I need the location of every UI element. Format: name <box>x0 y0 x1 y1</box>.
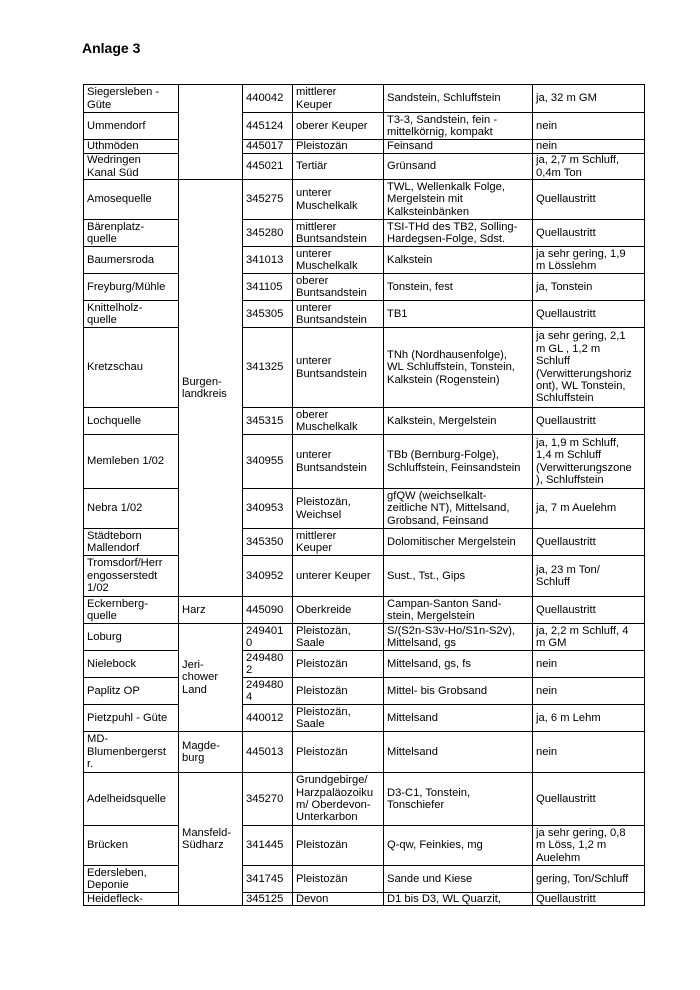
cell-stratigraphy: Pleistozän, Saale <box>293 624 384 651</box>
table-row <box>84 85 645 113</box>
table-row <box>84 529 645 556</box>
table-row <box>84 826 645 866</box>
cell-cover: nein <box>533 113 645 140</box>
table-row <box>84 705 645 732</box>
cell-number: 445124 <box>243 113 293 140</box>
cell-number: 445017 <box>243 140 293 154</box>
cell-stratigraphy: Pleistozän <box>293 732 384 773</box>
cell-cover: ja, 32 m GM <box>533 85 645 113</box>
cell-stratigraphy: mittlerer Buntsandstein <box>293 220 384 247</box>
cell-number: 345305 <box>243 301 293 328</box>
cell-number: 345275 <box>243 180 293 220</box>
cell-location: Adelheidsquelle <box>84 773 179 826</box>
cell-stratigraphy: Pleistozän <box>293 140 384 154</box>
cell-stratigraphy: oberer Keuper <box>293 113 384 140</box>
cell-number: 341445 <box>243 826 293 866</box>
cell-number: 440012 <box>243 705 293 732</box>
cell-district: Harz <box>179 597 243 624</box>
cell-stratigraphy: Pleistozän <box>293 826 384 866</box>
cell-stratigraphy: oberer Buntsandstein <box>293 274 384 301</box>
cell-number: 445021 <box>243 154 293 180</box>
cell-location: Städteborn Mallendorf <box>84 529 179 556</box>
cell-location: Baumersroda <box>84 247 179 274</box>
cell-number: 341745 <box>243 866 293 893</box>
cell-number: 345270 <box>243 773 293 826</box>
table-row <box>84 678 645 705</box>
cell-lithology: Mittelsand, gs, fs <box>384 651 533 678</box>
cell-cover: gering, Ton/Schluff <box>533 866 645 893</box>
cell-lithology: Mittelsand <box>384 705 533 732</box>
cell-cover: ja, 2,2 m Schluff, 4 m GM <box>533 624 645 651</box>
table-row <box>84 893 645 906</box>
cell-stratigraphy: unterer Buntsandstein <box>293 301 384 328</box>
cell-cover: ja, 2,7 m Schluff, 0,4m Ton <box>533 154 645 180</box>
cell-stratigraphy: unterer Buntsandstein <box>293 328 384 408</box>
cell-stratigraphy: Pleistozän, Saale <box>293 705 384 732</box>
cell-lithology: S/(S2n-S3v-Ho/S1n-S2v), Mittelsand, gs <box>384 624 533 651</box>
cell-stratigraphy: oberer Muschelkalk <box>293 408 384 435</box>
cell-number: 440042 <box>243 85 293 113</box>
cell-number: 345125 <box>243 893 293 906</box>
cell-number: 345280 <box>243 220 293 247</box>
table-row <box>84 773 645 826</box>
cell-location: Tromsdorf/Herr engosserstedt 1/02 <box>84 556 179 597</box>
table-row <box>84 556 645 597</box>
cell-lithology: Grünsand <box>384 154 533 180</box>
table-row <box>84 180 645 220</box>
cell-cover: ja, Tonstein <box>533 274 645 301</box>
cell-location: Loburg <box>84 624 179 651</box>
cell-cover: ja, 6 m Lehm <box>533 705 645 732</box>
cell-number: 345350 <box>243 529 293 556</box>
table-row <box>84 140 645 154</box>
cell-location: Siegersleben - Güte <box>84 85 179 113</box>
cell-lithology: Sust., Tst., Gips <box>384 556 533 597</box>
table-row <box>84 301 645 328</box>
data-table <box>83 84 645 906</box>
cell-stratigraphy: unterer Muschelkalk <box>293 247 384 274</box>
cell-location: Amosequelle <box>84 180 179 220</box>
cell-location: Eckernberg- quelle <box>84 597 179 624</box>
cell-lithology: Sande und Kiese <box>384 866 533 893</box>
cell-cover: ja, 23 m Ton/ Schluff <box>533 556 645 597</box>
cell-number: 340955 <box>243 435 293 489</box>
cell-lithology: Dolomitischer Mergelstein <box>384 529 533 556</box>
cell-location: Pietzpuhl - Güte <box>84 705 179 732</box>
table-body <box>84 85 645 906</box>
table-row <box>84 220 645 247</box>
cell-lithology: Campan-Santon Sand- stein, Mergelstein <box>384 597 533 624</box>
cell-location: Bärenplatz- quelle <box>84 220 179 247</box>
cell-cover: ja sehr gering, 0,8 m Löss, 1,2 m Auelehm <box>533 826 645 866</box>
cell-stratigraphy: Pleistozän <box>293 651 384 678</box>
cell-cover: ja sehr gering, 2,1 m GL , 1,2 m Schluff (Verwitterungshoriz ont), WL Tonstein, Schluffstein <box>533 328 645 408</box>
table-row <box>84 328 645 408</box>
cell-stratigraphy: mittlerer Keuper <box>293 85 384 113</box>
cell-location: Nielebock <box>84 651 179 678</box>
cell-lithology: TSI-THd des TB2, Solling- Hardegsen-Folge, Sdst. <box>384 220 533 247</box>
cell-location: Lochquelle <box>84 408 179 435</box>
cell-lithology: TB1 <box>384 301 533 328</box>
cell-cover: ja, 1,9 m Schluff, 1,4 m Schluff (Verwitterungszone ), Schluffstein <box>533 435 645 489</box>
table-row <box>84 154 645 180</box>
cell-number: 445013 <box>243 732 293 773</box>
cell-cover: nein <box>533 140 645 154</box>
cell-lithology: Sandstein, Schluffstein <box>384 85 533 113</box>
cell-stratigraphy: Devon <box>293 893 384 906</box>
cell-district: Mansfeld- Südharz <box>179 773 243 906</box>
cell-cover: Quellaustritt <box>533 893 645 906</box>
cell-lithology: gfQW (weichselkalt- zeitliche NT), Mittelsand, Grobsand, Feinsand <box>384 489 533 529</box>
cell-location: Edersleben, Deponie <box>84 866 179 893</box>
cell-district: Burgen- landkreis <box>179 180 243 597</box>
table-row <box>84 435 645 489</box>
cell-lithology: Kalkstein <box>384 247 533 274</box>
cell-stratigraphy: unterer Buntsandstein <box>293 435 384 489</box>
cell-cover: ja, 7 m Auelehm <box>533 489 645 529</box>
cell-number: 249480 2 <box>243 651 293 678</box>
cell-number: 445090 <box>243 597 293 624</box>
table-row <box>84 732 645 773</box>
cell-location: MD- Blumenbergerst r. <box>84 732 179 773</box>
cell-lithology: TBb (Bernburg-Folge), Schluffstein, Feinsandstein <box>384 435 533 489</box>
cell-stratigraphy: unterer Muschelkalk <box>293 180 384 220</box>
cell-cover: Quellaustritt <box>533 220 645 247</box>
cell-lithology: Tonstein, fest <box>384 274 533 301</box>
cell-number: 341105 <box>243 274 293 301</box>
cell-stratigraphy: Pleistozän <box>293 866 384 893</box>
cell-location: Paplitz OP <box>84 678 179 705</box>
cell-number: 340953 <box>243 489 293 529</box>
cell-cover: Quellaustritt <box>533 301 645 328</box>
cell-lithology: Mittel- bis Grobsand <box>384 678 533 705</box>
cell-lithology: Q-qw, Feinkies, mg <box>384 826 533 866</box>
cell-lithology: Feinsand <box>384 140 533 154</box>
table-row <box>84 247 645 274</box>
cell-number: 249401 0 <box>243 624 293 651</box>
cell-lithology: D1 bis D3, WL Quarzit, <box>384 893 533 906</box>
cell-lithology: T3-3, Sandstein, fein - mittelkörnig, kompakt <box>384 113 533 140</box>
cell-stratigraphy: Pleistozän, Weichsel <box>293 489 384 529</box>
cell-location: Memleben 1/02 <box>84 435 179 489</box>
cell-cover: Quellaustritt <box>533 408 645 435</box>
cell-location: Freyburg/Mühle <box>84 274 179 301</box>
page-title: Anlage 3 <box>82 40 141 56</box>
cell-location: Nebra 1/02 <box>84 489 179 529</box>
cell-cover: Quellaustritt <box>533 180 645 220</box>
cell-district <box>179 85 243 180</box>
table-row <box>84 274 645 301</box>
cell-lithology: D3-C1, Tonstein, Tonschiefer <box>384 773 533 826</box>
cell-location: Knittelholz- quelle <box>84 301 179 328</box>
cell-stratigraphy: unterer Keuper <box>293 556 384 597</box>
table-row <box>84 489 645 529</box>
cell-stratigraphy: Tertiär <box>293 154 384 180</box>
table-row <box>84 866 645 893</box>
table-row <box>84 408 645 435</box>
table-row <box>84 113 645 140</box>
cell-cover: nein <box>533 678 645 705</box>
cell-stratigraphy: mittlerer Keuper <box>293 529 384 556</box>
cell-location: Heidefleck- <box>84 893 179 906</box>
cell-cover: Quellaustritt <box>533 597 645 624</box>
cell-number: 345315 <box>243 408 293 435</box>
cell-stratigraphy: Pleistozän <box>293 678 384 705</box>
cell-number: 341013 <box>243 247 293 274</box>
cell-district: Jeri- chower Land <box>179 624 243 732</box>
cell-stratigraphy: Oberkreide <box>293 597 384 624</box>
cell-cover: Quellaustritt <box>533 773 645 826</box>
cell-location: Wedringen Kanal Süd <box>84 154 179 180</box>
cell-location: Brücken <box>84 826 179 866</box>
table-row <box>84 624 645 651</box>
cell-lithology: Mittelsand <box>384 732 533 773</box>
cell-location: Kretzschau <box>84 328 179 408</box>
cell-cover: Quellaustritt <box>533 529 645 556</box>
cell-number: 340952 <box>243 556 293 597</box>
cell-number: 341325 <box>243 328 293 408</box>
cell-cover: nein <box>533 651 645 678</box>
cell-lithology: TNh (Nordhausenfolge), WL Schluffstein, Tonstein, Kalkstein (Rogenstein) <box>384 328 533 408</box>
cell-stratigraphy: Grundgebirge/ Harzpaläozoiku m/ Oberdevon- Unterkarbon <box>293 773 384 826</box>
cell-lithology: Kalkstein, Mergelstein <box>384 408 533 435</box>
table-row <box>84 597 645 624</box>
cell-district: Magde- burg <box>179 732 243 773</box>
cell-location: Uthmöden <box>84 140 179 154</box>
cell-location: Ummendorf <box>84 113 179 140</box>
cell-cover: ja sehr gering, 1,9 m Lösslehm <box>533 247 645 274</box>
table-row <box>84 651 645 678</box>
cell-number: 249480 4 <box>243 678 293 705</box>
cell-cover: nein <box>533 732 645 773</box>
cell-lithology: TWL, Wellenkalk Folge, Mergelstein mit Kalksteinbänken <box>384 180 533 220</box>
